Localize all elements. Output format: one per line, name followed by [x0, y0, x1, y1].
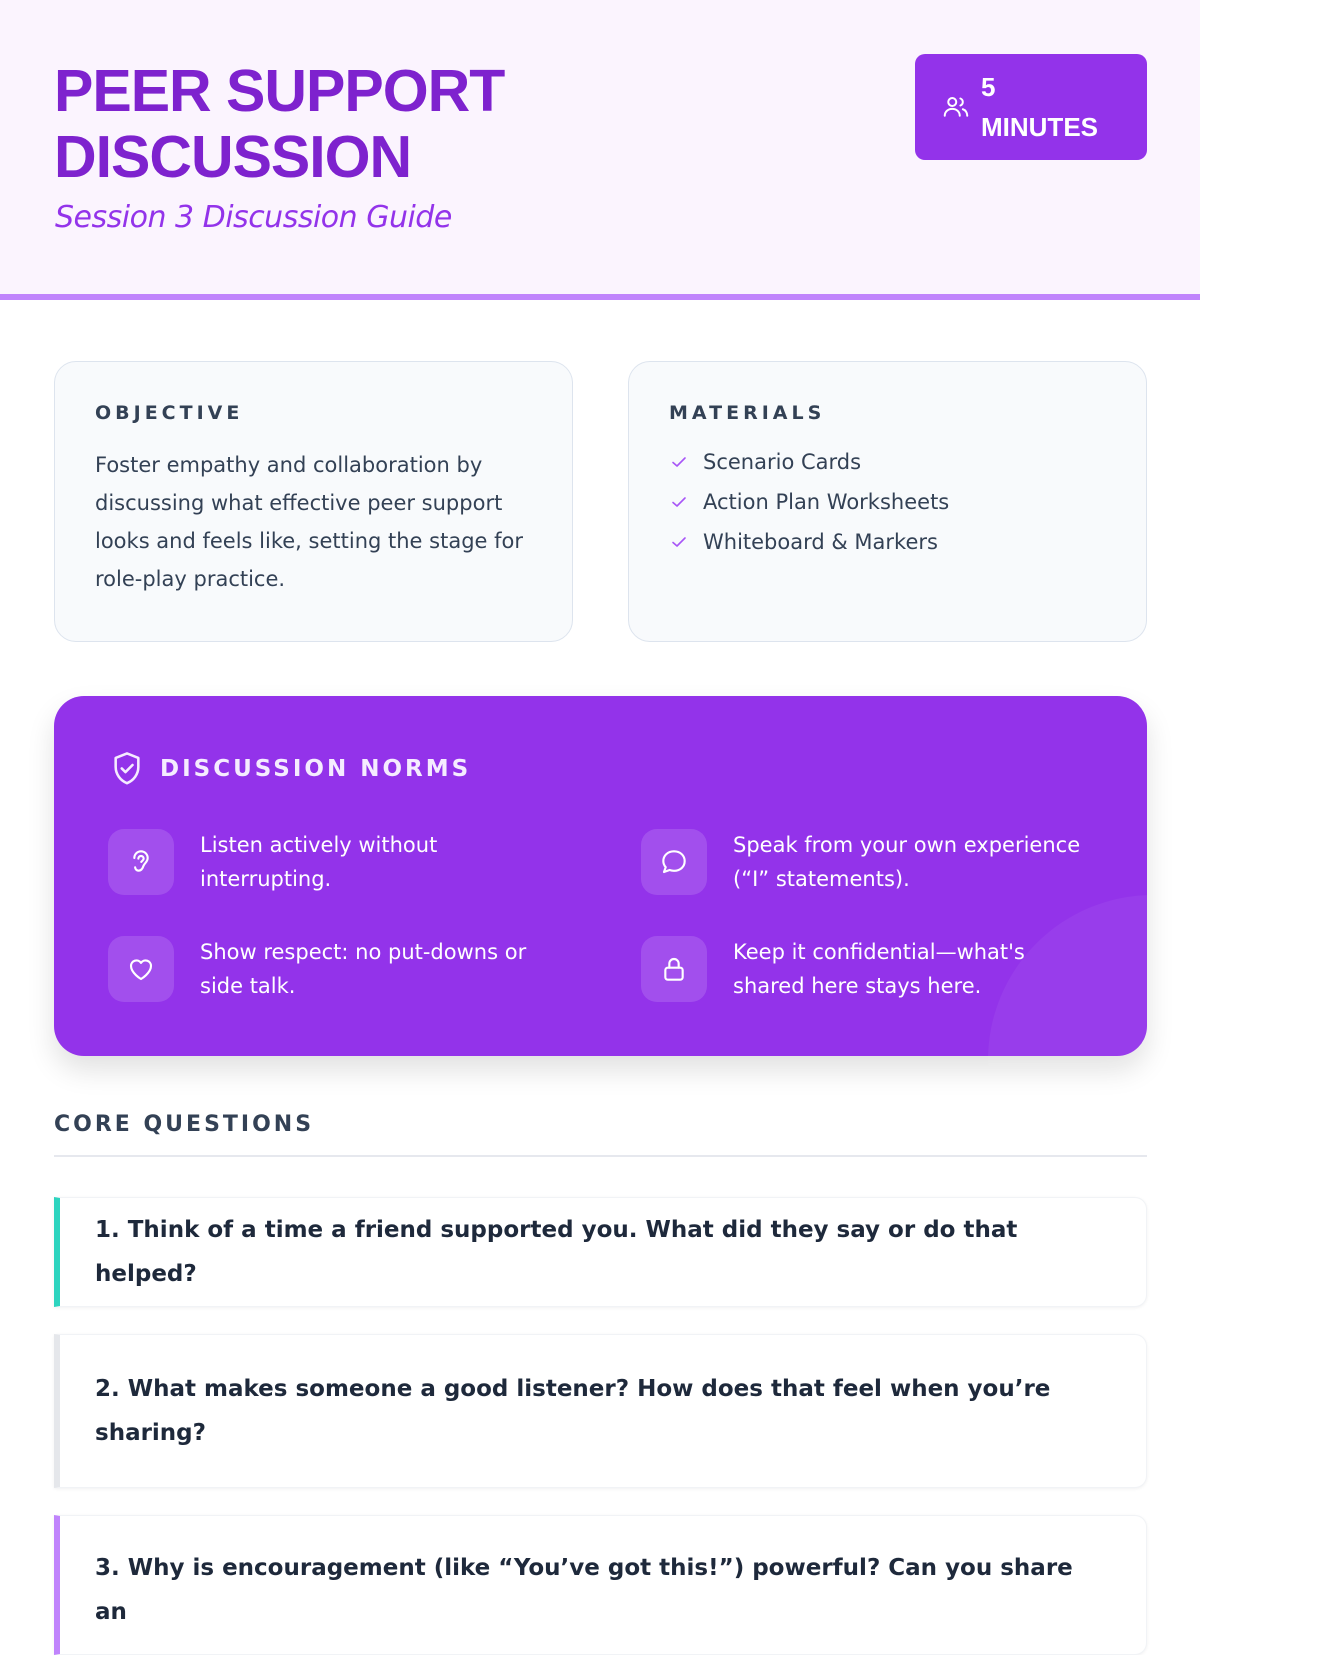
norm-text: Listen actively without interrupting.	[200, 833, 438, 891]
question-text: 2. What makes someone a good listener? How does that feel when you’re sharing?	[95, 1376, 1051, 1446]
ear-icon	[125, 846, 157, 878]
check-icon	[669, 532, 689, 552]
duration-badge	[915, 54, 1147, 160]
norm-item	[108, 829, 560, 896]
speech-bubble-icon	[658, 846, 690, 878]
question-card	[54, 1515, 1147, 1655]
core-questions-label: CORE QUESTIONS	[54, 1112, 315, 1137]
discussion-norms-label: DISCUSSION NORMS	[160, 756, 472, 782]
lock-icon	[658, 953, 690, 985]
objective-text: Foster empathy and collaboration by discussing what effective peer support looks and feels like, setting the stage for role-play practice.	[95, 453, 523, 591]
check-icon	[669, 492, 689, 512]
materials-list	[669, 442, 1106, 562]
norm-text: Speak from your own experience (“I” statements).	[733, 833, 1081, 891]
question-text: 1. Think of a time a friend supported you. What did they say or do that helped?	[95, 1217, 1018, 1287]
materials-item-label: Scenario Cards	[703, 450, 862, 474]
objective-label: OBJECTIVE	[95, 402, 244, 424]
norm-text: Show respect: no put-downs or side talk.	[200, 940, 527, 998]
page-subtitle: Session 3 Discussion Guide	[55, 200, 452, 235]
norm-text: Keep it confidential—what's shared here stays here.	[733, 940, 1025, 998]
norm-icon-badge	[108, 829, 174, 895]
discussion-norms-header	[110, 750, 471, 788]
objective-card	[54, 361, 573, 642]
page-header	[0, 0, 1200, 300]
materials-item	[669, 522, 1106, 562]
materials-item-label: Whiteboard & Markers	[703, 530, 938, 554]
norm-icon-badge	[641, 936, 707, 1002]
heart-icon	[125, 953, 157, 985]
discussion-norms-panel	[54, 696, 1147, 1056]
page-title: PEER SUPPORT DISCUSSION	[54, 58, 505, 190]
materials-item	[669, 442, 1106, 482]
norm-item	[641, 829, 1093, 896]
materials-item-label: Action Plan Worksheets	[703, 490, 950, 514]
norm-icon-badge	[641, 829, 707, 895]
check-icon	[669, 452, 689, 472]
duration-label: 5 MINUTES	[981, 72, 1098, 142]
shield-check-icon	[110, 750, 144, 788]
materials-item	[669, 482, 1106, 522]
section-divider	[54, 1155, 1147, 1157]
question-card	[54, 1197, 1147, 1307]
question-card	[54, 1334, 1147, 1488]
question-text: 3. Why is encouragement (like “You’ve got this!”) powerful? Can you share an	[95, 1555, 1073, 1625]
materials-card	[628, 361, 1147, 642]
materials-label: MATERIALS	[669, 402, 826, 424]
norm-item	[108, 936, 560, 1003]
norm-icon-badge	[108, 936, 174, 1002]
norm-item	[641, 936, 1093, 1003]
users-icon	[941, 92, 971, 122]
